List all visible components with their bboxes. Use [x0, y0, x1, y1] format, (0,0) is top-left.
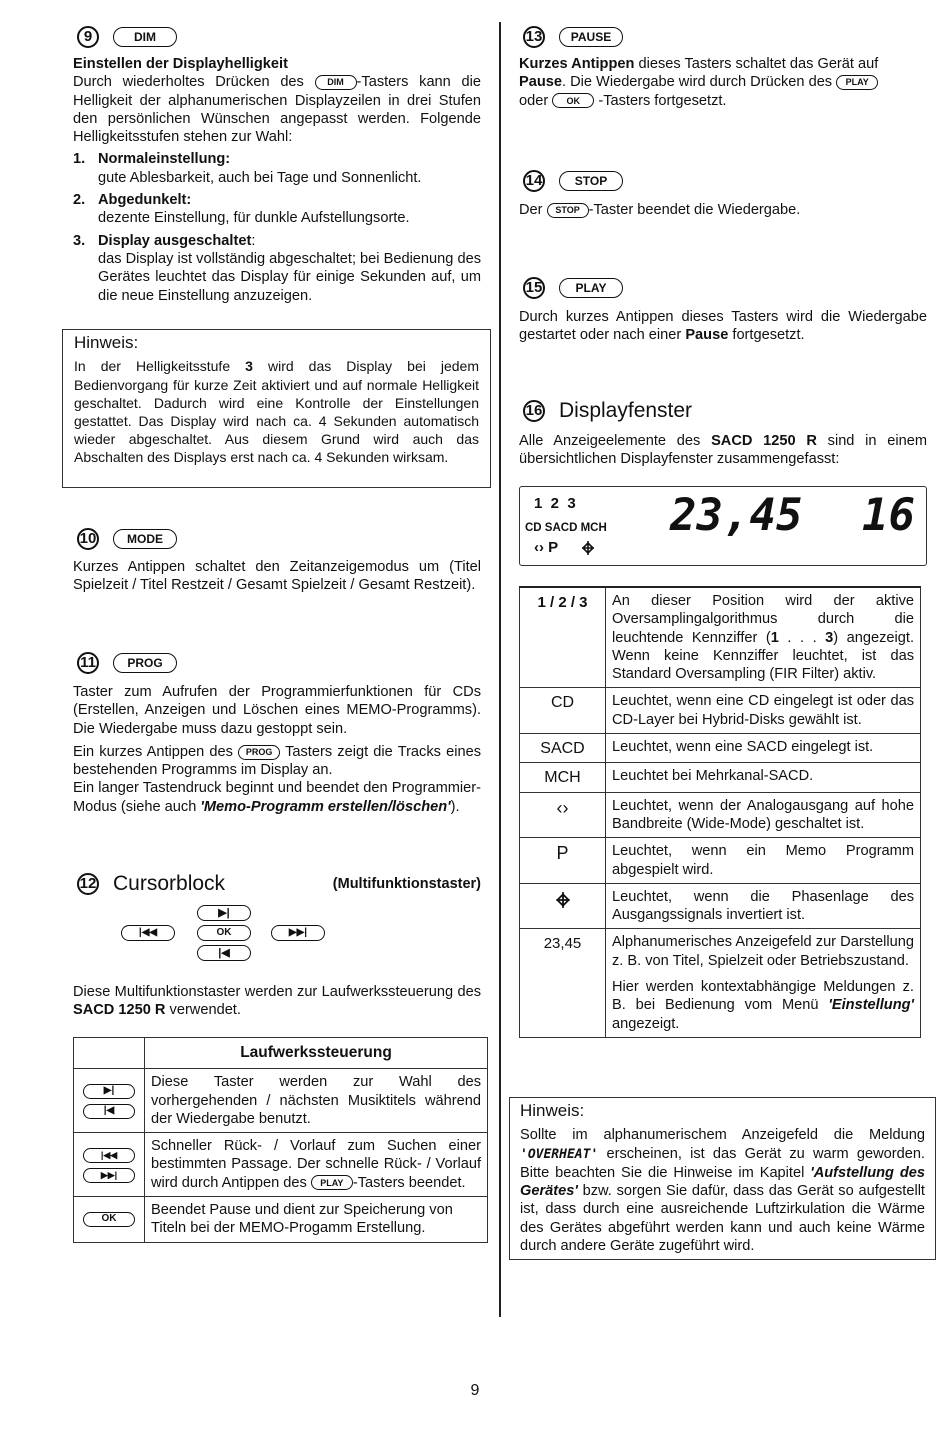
table-row	[74, 1069, 488, 1133]
ok-button-icon: OK	[83, 1212, 135, 1227]
disc-mode-indicators: CD SACD MCH	[525, 522, 607, 534]
mode-button-icon: MODE	[113, 529, 177, 549]
prog-button-icon: PROG	[113, 653, 177, 673]
section-10-header	[77, 528, 177, 550]
column-divider	[499, 22, 501, 1317]
table-row: CD Leuchtet, wenn eine CD eingelegt ist oder das CD-Layer bei Hybrid-Disks gewählt ist.	[520, 688, 921, 734]
section-12-header	[77, 873, 481, 895]
table-row	[74, 1197, 488, 1243]
dim-button-icon: DIM	[113, 27, 177, 47]
section-title: Einstellen der Displayhelligkeit	[73, 56, 288, 72]
dim-button-icon: DIM	[315, 75, 357, 90]
list-item: 3. Display ausgeschaltet: das Display ist vollständig abgeschaltet; bei Bedienung des Gerätes leuchtet das Display für einige Sekunden auf, um die neue Einstellung anzuzeigen.	[73, 232, 481, 304]
section-number: 15	[523, 277, 545, 299]
list-item: 2. Abgedunkelt: dezente Einstellung, für dunkle Aufstellungsorte.	[73, 192, 410, 227]
brightness-list	[73, 150, 481, 304]
table-cell: Beendet Pause und dient zur Speicherung von Titeln bei der MEMO-Progamm Erstellung.	[145, 1197, 488, 1243]
table-row	[74, 1133, 488, 1197]
pause-button-icon: PAUSE	[559, 27, 623, 47]
section-number: 12	[77, 873, 99, 895]
note-title: Hinweis:	[520, 1101, 585, 1120]
section-14-text: Der STOP -Taster beendet die Wiedergabe.	[519, 202, 801, 218]
next-button-icon: ▶|	[197, 905, 251, 921]
section-number: 10	[77, 528, 99, 550]
section-title: Cursorblock	[113, 871, 226, 895]
section-paragraph: Ein kurzes Antippen des PROG Tasters zeigt die Tracks eines bestehenden Programms im Display an.	[73, 743, 482, 779]
table-header: Laufwerkssteuerung	[145, 1038, 488, 1069]
note-text: Sollte im alphanumerischem Anzeigefeld die Meldung 'OVERHEAT' erscheinen, ist das Gerät zu warm geworden. Bitte beachten Sie die Hinweise im Kapitel 'Aufstellung des Gerätes' bzw. sorgen Sie dafür, dass das Gerät so aufgestellt ist, dass durch eine ausreichende Luftzirkulation die Wärme des Gerätes abgeführt werden kann und auch keine Wärme durch andere Geräte zugeführt wird.	[520, 1127, 925, 1255]
table-cell: Schneller Rück- / Vorlauf zum Suchen einer bestimmten Passage. Der schnelle Rück- / Vorlauf wird durch Antippen des PLAY -Tasters beendet.	[145, 1133, 488, 1197]
section-number: 11	[77, 652, 99, 674]
play-button-icon: PLAY	[559, 278, 623, 298]
transport-table	[73, 1037, 488, 1243]
section-paragraph: Ein langer Tastendruck beginnt und beendet den Programmier-Modus (siehe auch 'Memo-Programm erstellen/löschen').	[73, 780, 481, 815]
table-row: 1 / 2 / 3 An dieser Position wird der aktive Oversamplingalgorithmus durch die leuchtende Kennziffer (1 . . . 3) angezeigt. Wenn keine Kennziffer leuchtet, ist das Standard Oversampling (FIR Filter) aktiv.	[520, 587, 921, 688]
section-number: 9	[77, 26, 99, 48]
section-16-header	[523, 400, 692, 422]
prog-button-icon: PROG	[238, 745, 280, 760]
section-10-text: Kurzes Antippen schaltet den Zeitanzeigemodus um (Titel Spielzeit / Titel Restzeit / Gesamt Spielzeit / Gesamt Restzeit).	[73, 559, 481, 594]
section-paragraph: Taster zum Aufrufen der Programmierfunktionen für CDs (Erstellen, Anzeigen und Löschen eines MEMO-Programms). Die Wiedergabe muss dazu gestoppt sein.	[73, 684, 481, 737]
section-subtitle: (Multifunktionstaster)	[332, 875, 481, 892]
section-number: 16	[523, 400, 545, 422]
fast-forward-button-icon: ▶▶|	[83, 1168, 135, 1183]
ok-button-icon: OK	[197, 925, 251, 941]
next-button-icon: ▶|	[83, 1084, 135, 1099]
section-12-text: Diese Multifunktionstaster werden zur Laufwerkssteuerung des SACD 1250 R verwendet.	[73, 984, 481, 1019]
display-window-illustration	[519, 486, 927, 566]
page-number: 9	[470, 1382, 480, 1399]
section-14-header	[523, 170, 623, 192]
note-box	[509, 1097, 936, 1260]
section-9-header	[77, 26, 177, 48]
note-box	[62, 329, 491, 488]
wide-mode-icon: ‹›	[520, 792, 606, 838]
table-row: SACD Leuchtet, wenn eine SACD eingelegt ist.	[520, 734, 921, 763]
display-legend-table	[519, 586, 921, 1038]
section-11-body	[73, 683, 481, 816]
phase-invert-icon	[554, 891, 572, 909]
memo-icon: P	[520, 838, 606, 884]
previous-button-icon: |◀	[83, 1104, 135, 1119]
table-row: Leuchtet, wenn die Phasenlage des Ausgangssignals invertiert ist.	[520, 883, 921, 929]
section-paragraph: Durch wiederholtes Drücken des DIM -Tasters kann die Helligkeit der alphanumerischen Displayzeilen in drei Stufen den persönlichen Wünschen angepasst werden. Folgende Helligkeitsstufen stehen zur Wahl:	[73, 74, 481, 146]
table-cell: Diese Taster werden zur Wahl des vorhergehenden / nächsten Musiktitels während der Wiedergabe benutzt.	[145, 1069, 488, 1133]
track-display: 16	[862, 490, 915, 541]
ok-button-icon: OK	[552, 93, 594, 108]
note-title: Hinweis:	[74, 333, 139, 352]
rewind-button-icon: |◀◀	[121, 925, 175, 941]
oversampling-digits: 1 2 3	[534, 495, 576, 512]
list-item: 1. Normaleinstellung: gute Ablesbarkeit, auch bei Tage und Sonnenlicht.	[73, 151, 422, 186]
section-15-text: Durch kurzes Antippen dieses Tasters wird die Wiedergabe gestartet oder nach einer Pause fortgesetzt.	[519, 309, 927, 344]
table-row: ‹› Leuchtet, wenn der Analogausgang auf hohe Bandbreite (Wide-Mode) geschaltet ist.	[520, 792, 921, 838]
section-title: Displayfenster	[559, 398, 693, 422]
section-15-header	[523, 277, 623, 299]
status-icons: ‹› P	[534, 539, 559, 556]
table-row: P Leuchtet, wenn ein Memo Programm abgespielt wird.	[520, 838, 921, 884]
rewind-button-icon: |◀◀	[83, 1148, 135, 1163]
section-16-text: Alle Anzeigeelemente des SACD 1250 R sind in einem übersichtlichen Displayfenster zusammengefasst:	[519, 433, 928, 468]
fast-forward-button-icon: ▶▶|	[271, 925, 325, 941]
section-13-header	[523, 26, 623, 48]
cursor-block-illustration	[121, 905, 381, 963]
play-button-icon: PLAY	[836, 75, 878, 90]
phase-icon	[580, 540, 596, 556]
table-row: 23,45 Alphanumerisches Anzeigefeld zur Darstellung z. B. von Titel, Spielzeit oder Betriebszustand. Hier werden kontextabhängige Meldungen z. B. bei Bedienung vom Menü 'Einstellung' angezeigt.	[520, 929, 921, 1037]
section-13-text: Kurzes Antippen dieses Tasters schaltet das Gerät auf Pause. Die Wiedergabe wird durch Drücken des PLAY oder OK -Tasters fortgesetzt.	[519, 56, 879, 109]
table-row: MCH Leuchtet bei Mehrkanal-SACD.	[520, 763, 921, 792]
note-text: In der Helligkeitsstufe 3 wird das Display bei jedem Bedienvorgang für kurze Zeit aktiviert und auf normale Helligkeit geschaltet. Dadurch wird eine Kontrolle der Einstellungen gestattet. Das Display wird nach ca. 4 Sekunden automatisch wieder abgeschaltet. Aus diesem Grund wird auch das Abschalten des Displays erst nach ca. 4 Sekunden wirksam.	[74, 358, 480, 466]
section-number: 14	[523, 170, 545, 192]
section-number: 13	[523, 26, 545, 48]
section-9-body	[73, 55, 481, 305]
stop-button-icon: STOP	[547, 203, 589, 218]
stop-button-icon: STOP	[559, 171, 623, 191]
time-display: 23,45	[670, 490, 803, 541]
previous-button-icon: |◀	[197, 945, 251, 961]
play-button-icon: PLAY	[311, 1175, 353, 1190]
section-11-header	[77, 652, 177, 674]
